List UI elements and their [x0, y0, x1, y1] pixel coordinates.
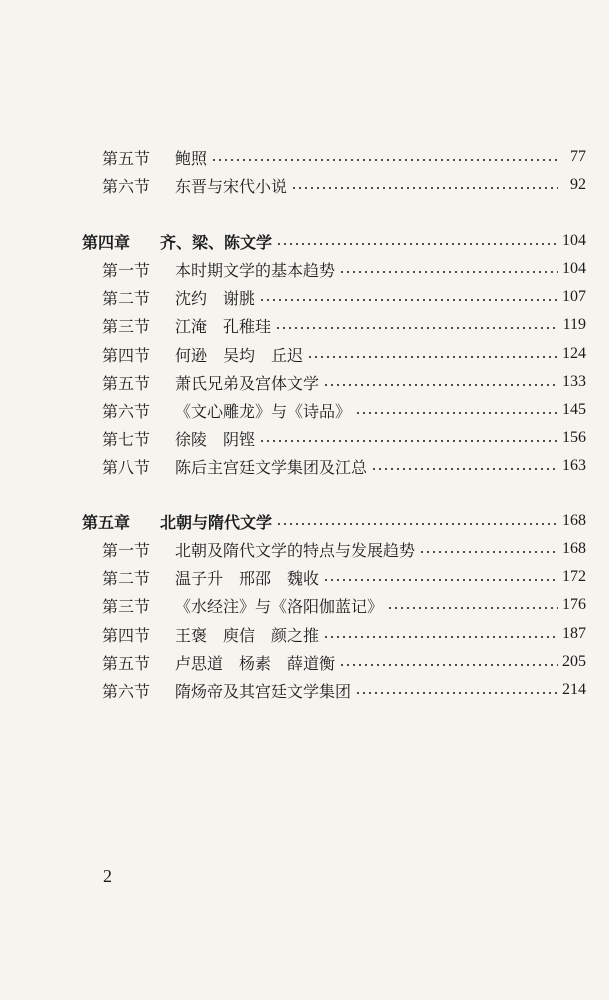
toc-entry-title: 《文心雕龙》与《诗品》 [175, 401, 352, 421]
dot-leader [307, 356, 558, 358]
dot-leader [259, 299, 558, 301]
dot-leader [419, 551, 558, 553]
dot-leader [323, 636, 558, 638]
dot-leader [323, 579, 558, 581]
toc-entry-label: 第一节 [102, 260, 151, 280]
toc-entry-label: 第五节 [102, 373, 151, 393]
toc-entry-label: 第六节 [102, 681, 151, 701]
toc-entry-label: 第四节 [102, 345, 151, 365]
dot-leader [339, 271, 558, 273]
toc-section-entry [102, 397, 586, 423]
toc-section-entry [102, 425, 586, 451]
toc-entry-label: 第五节 [102, 148, 151, 168]
toc-entry-title: 本时期文学的基本趋势 [175, 260, 336, 280]
toc-entry-page: 133 [562, 373, 586, 390]
toc-entry-page: 92 [570, 176, 586, 193]
toc-section-entry [102, 592, 586, 618]
dot-leader [211, 159, 558, 161]
toc-entry-label: 第二节 [102, 568, 151, 588]
toc-entry-page: 104 [562, 232, 586, 249]
dot-leader [276, 523, 558, 525]
toc-entry-label: 第一节 [102, 540, 151, 560]
toc-section-entry [102, 256, 586, 282]
toc-chapter-entry [82, 508, 586, 534]
toc-entry-label: 第三节 [102, 596, 151, 616]
toc-section-entry [102, 284, 586, 310]
toc-entry-page: 168 [562, 540, 586, 557]
toc-entry-title: 北朝与隋代文学 [160, 512, 273, 532]
toc-section-entry [102, 341, 586, 367]
toc-entry-page: 214 [562, 681, 586, 698]
toc-entry-title: 江淹 孔稚珪 [175, 316, 272, 336]
dot-leader [371, 468, 558, 470]
toc-entry-title: 徐陵 阴铿 [175, 429, 256, 449]
toc-entry-label: 第五节 [102, 653, 151, 673]
toc-entry-title: 萧氏兄弟及宫体文学 [175, 373, 320, 393]
toc-entry-label: 第二节 [102, 288, 151, 308]
toc-entry-page: 156 [562, 429, 586, 446]
toc-entry-title: 王褒 庾信 颜之推 [175, 625, 320, 645]
toc-entry-title: 隋炀帝及其宫廷文学集团 [175, 681, 352, 701]
toc-entry-label: 第四章 [82, 232, 131, 252]
toc-chapter-entry [82, 228, 586, 254]
toc-entry-title: 何逊 吴均 丘迟 [175, 345, 304, 365]
toc-entry-label: 第五章 [82, 512, 131, 532]
toc-entry-label: 第七节 [102, 429, 151, 449]
toc-entry-page: 163 [562, 457, 586, 474]
dot-leader [275, 327, 558, 329]
toc-entry-title: 温子升 邢邵 魏收 [175, 568, 320, 588]
toc-entry-label: 第四节 [102, 625, 151, 645]
toc-entry-title: 《水经注》与《洛阳伽蓝记》 [175, 596, 384, 616]
toc-entry-page: 77 [570, 148, 586, 165]
toc-section-entry [102, 144, 586, 170]
dot-leader [339, 664, 558, 666]
toc-section-entry [102, 536, 586, 562]
toc-section-entry [102, 172, 586, 198]
toc-entry-page: 176 [562, 596, 586, 613]
toc-section-entry [102, 312, 586, 338]
dot-leader [387, 607, 558, 609]
toc-entry-title: 北朝及隋代文学的特点与发展趋势 [175, 540, 416, 560]
toc-entry-title: 东晋与宋代小说 [175, 176, 288, 196]
toc-entry-label: 第三节 [102, 316, 151, 336]
toc-section-entry [102, 369, 586, 395]
toc-section-entry [102, 677, 586, 703]
toc-section-entry [102, 564, 586, 590]
toc-entry-label: 第六节 [102, 176, 151, 196]
toc-entry-title: 齐、梁、陈文学 [160, 232, 273, 252]
toc-section-entry [102, 649, 586, 675]
toc-section-entry [102, 453, 586, 479]
toc-entry-page: 145 [562, 401, 586, 418]
dot-leader [323, 384, 558, 386]
page-number: 2 [103, 866, 112, 886]
toc-entry-title: 沈约 谢朓 [175, 288, 256, 308]
toc-entry-page: 104 [562, 260, 586, 277]
toc-entry-title: 鲍照 [175, 148, 208, 168]
toc-entry-page: 107 [562, 288, 586, 305]
toc-entry-page: 187 [562, 625, 586, 642]
toc-entry-title: 陈后主宫廷文学集团及江总 [175, 457, 368, 477]
dot-leader [291, 187, 558, 189]
toc-entry-label: 第八节 [102, 457, 151, 477]
toc-entry-page: 119 [562, 316, 586, 333]
toc-entry-title: 卢思道 杨素 薛道衡 [175, 653, 336, 673]
toc-section-entry [102, 621, 586, 647]
toc-entry-page: 205 [562, 653, 586, 670]
toc-entry-label: 第六节 [102, 401, 151, 421]
toc-entry-page: 172 [562, 568, 586, 585]
dot-leader [276, 243, 558, 245]
toc-entry-page: 124 [562, 345, 586, 362]
dot-leader [355, 412, 558, 414]
dot-leader [259, 440, 558, 442]
dot-leader [355, 692, 558, 694]
toc-entry-page: 168 [562, 512, 586, 529]
